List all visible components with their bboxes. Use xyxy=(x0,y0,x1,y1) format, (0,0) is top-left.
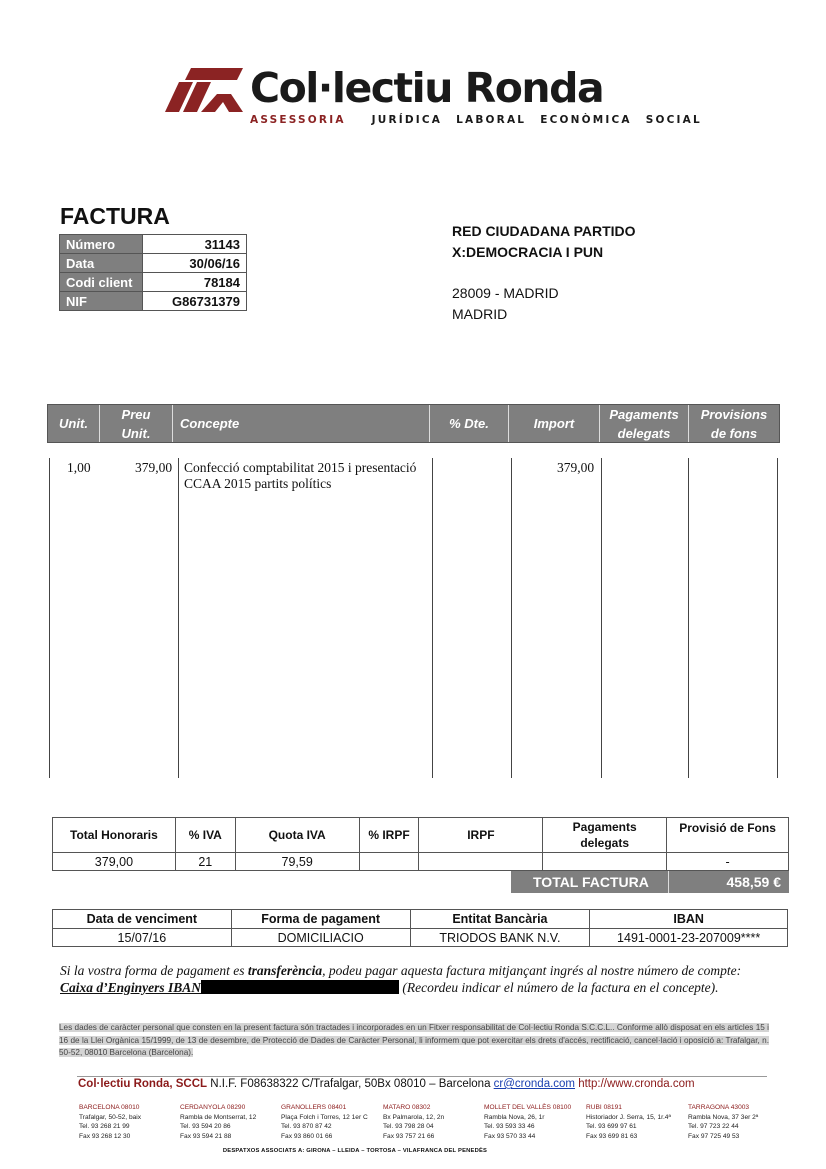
office-barcelona: BARCELONA 08010 Trafalgar, 50-52, baix Tel. 93 268 21 99 Fax 93 268 12 30 xyxy=(79,1104,142,1140)
vat-amount: 79,59 xyxy=(235,853,359,871)
invoice-title: FACTURA xyxy=(60,203,170,229)
col-discount: % Dte. xyxy=(430,405,509,442)
row-amount: 379,00 xyxy=(557,460,595,475)
meta-row-nif: NIF G86731379 xyxy=(60,292,247,311)
items-body xyxy=(49,458,778,778)
logo-mark-icon xyxy=(165,68,243,112)
fund-provision: - xyxy=(667,853,789,871)
total-label: TOTAL FACTURA xyxy=(533,874,649,890)
irpf-pct xyxy=(359,853,419,871)
client-address: 28009 - MADRID MADRID xyxy=(452,285,559,322)
office-mataro: MATARO 08302 Bx Palmarola, 12, 2n Tel. 93 798 28 04 Fax 93 757 21 66 xyxy=(383,1104,445,1140)
office-cerdanyola: CERDANYOLA 08290 Rambla de Montserrat, 12 Tel. 93 594 20 86 Fax 93 594 21 88 xyxy=(180,1104,257,1140)
items-header xyxy=(47,404,780,443)
total-value: 458,59 € xyxy=(726,874,781,890)
col-concept: Concepte xyxy=(173,405,430,442)
col-price: Preu Unit. xyxy=(100,405,173,442)
delegated-payments xyxy=(543,853,667,871)
payment-table: Data de venciment Forma de pagament Entitat Bancària IBAN 15/07/16 DOMICILIACIO TRIODOS BANK N.V. 1491-0001-23-207009**** xyxy=(52,909,788,947)
total-invoice xyxy=(511,871,789,893)
row-unit: 1,00 xyxy=(67,460,91,475)
redacted-account xyxy=(201,980,399,994)
logo-tagline: ASSESSORIA JURÍDICA LABORAL ECONÒMICA SOCIAL xyxy=(250,114,702,126)
bank-entity: TRIODOS BANK N.V. xyxy=(410,929,590,947)
meta-row-client-code: Codi client 78184 xyxy=(60,273,247,292)
associated-offices: DESPATXOS ASSOCIATS A: GIRONA – LLEIDA – TORTOSA – VILAFRANCA DEL PENEDÈS xyxy=(222,1148,488,1154)
due-date: 15/07/16 xyxy=(53,929,232,947)
client-name: RED CIUDADANA PARTIDO X:DEMOCRACIA I PUN xyxy=(452,223,636,260)
col-provisions: Provisions de fons xyxy=(700,406,768,441)
footer-web-link[interactable]: http://www.cronda.com xyxy=(578,1078,695,1090)
footer-email-link[interactable]: cr@cronda.com xyxy=(493,1078,576,1090)
row-concept: Confecció comptabilitat 2015 i presentació CCAA 2015 partits polítics xyxy=(184,460,417,491)
irpf-amount xyxy=(419,853,543,871)
col-amount: Import xyxy=(509,405,600,442)
row-price: 379,00 xyxy=(135,460,173,475)
payment-note: Si la vostra forma de pagament es transferència, podeu pagar aquesta factura mitjançant ingrés al nostre número de compte: Caixa d’Enginyers IBAN (Recordeu indicar el número de la factura en el concepte). xyxy=(60,963,742,995)
office-rubi: RUBI 08191 Historiador J. Serra, 15, 1r.4ª Tel. 93 699 97 61 Fax 93 699 81 63 xyxy=(586,1104,671,1140)
vat-pct: 21 xyxy=(175,853,235,871)
iban-value: 1491-0001-23-207009**** xyxy=(590,929,788,947)
office-granollers: GRANOLLERS 08401 Plaça Folch i Torres, 12 1er C Tel. 93 870 87 42 Fax 93 860 01 66 xyxy=(281,1104,368,1140)
payment-method: DOMICILIACIO xyxy=(231,929,410,947)
data-protection-notice: Les dades de caràcter personal que consten en la present factura són tractades i incorporades en un Fitxer responsabilitat de Col·lectiu Ronda S.C.C.L.. Conforme allò disposat en els articles 15 i 16 de la Llei Orgànica 15/1999, de 13 de desembre, de Protecció de Dades de Caràcter Personal, li informem que pot exercitar els drets d'accés, rectificació, cancel·lació i oposició a: Trafalgar, n. 50-52, 08010 Barcelona (Barcelona). xyxy=(59,1023,769,1057)
col-unit: Unit. xyxy=(48,405,100,442)
office-mollet: MOLLET DEL VALLÈS 08100 Rambla Nova, 26, 1r Tel. 93 593 33 46 Fax 93 570 33 44 xyxy=(484,1104,572,1140)
totals-table: Total Honoraris % IVA Quota IVA % IRPF IRPF Pagaments delegats Provisió de Fons 379,00 21 79,59 - xyxy=(52,817,789,871)
office-tarragona: TARRAGONA 43003 Rambla Nova, 37 3er 2ª Tel. 97 723 22 44 Fax 97 725 49 53 xyxy=(688,1104,759,1140)
meta-row-date: Data 30/06/16 xyxy=(60,254,247,273)
invoice-meta-table xyxy=(59,234,247,311)
meta-row-number: Número 31143 xyxy=(60,235,247,254)
logo-name: Col·lectiu Ronda xyxy=(250,64,604,112)
col-delegated: Pagaments delegats xyxy=(600,405,689,442)
total-fees: 379,00 xyxy=(53,853,176,871)
footer-company: Col·lectiu Ronda, SCCL N.I.F. F08638322 C/Trafalgar, 50Bx 08010 – Barcelona cr@cronda.com http://www.cronda.com xyxy=(78,1078,695,1090)
